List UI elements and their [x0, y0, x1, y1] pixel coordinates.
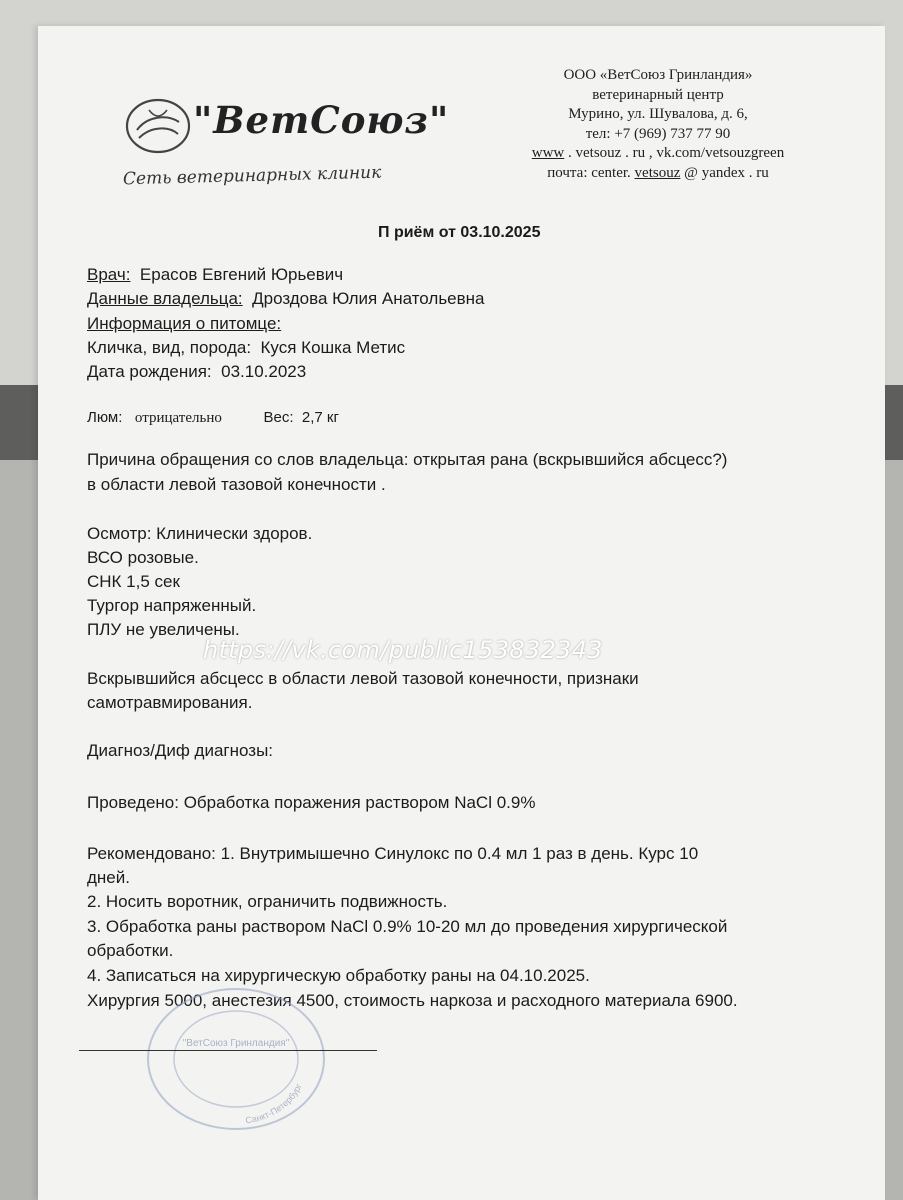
- pet-info-line: [87, 314, 281, 334]
- watermark-link: https://vk.com/public153832343: [203, 636, 603, 664]
- reason-line-2: в области левой тазовой конечности .: [87, 475, 386, 494]
- stamp-center-text: "ВетСоюз Гринландия": [182, 1038, 290, 1049]
- recommended-line-7: Хирургия 5000, анестезия 4500, стоимость наркоза и расходного материала 6900.: [87, 991, 738, 1010]
- doctor-label: Врач:: [87, 265, 131, 284]
- document-page: [38, 26, 885, 1200]
- clinic-web-prefix: www: [531, 145, 565, 161]
- weight-value: 2,7 кг: [301, 409, 339, 426]
- clinic-org: ООО «ВетСоюз Гринландия»: [563, 67, 753, 83]
- diagnosis-line: Диагноз/Диф диагнозы:: [87, 741, 274, 760]
- birth-label: Дата рождения:: [87, 362, 212, 381]
- exam-line-1: Осмотр: Клинически здоров.: [87, 524, 313, 543]
- clinic-mail-user: vetsouz: [634, 164, 681, 181]
- doctor-value: Ерасов Евгений Юрьевич: [139, 265, 344, 284]
- clinic-header: [508, 66, 808, 183]
- clinic-web-rest: . vetsouz . ru , vk.com/vetsouzgreen: [564, 145, 785, 161]
- clinic-web: [508, 144, 808, 164]
- recommended-line-5: обработки.: [87, 941, 174, 960]
- reason-line-1: Причина обращения со слов владельца: открытая рана (вскрывшийся абсцесс?): [87, 450, 728, 469]
- recommended-line-3: 2. Носить воротник, ограничить подвижность.: [87, 892, 448, 911]
- clinic-mail-rest: @ yandex . ru: [680, 164, 769, 181]
- logo-name: "ВетСоюз": [193, 98, 450, 142]
- clinic-logo: [123, 96, 453, 196]
- pet-name-label: Кличка, вид, порода:: [87, 338, 252, 357]
- clinic-stamp-seal: [141, 981, 331, 1131]
- birth-line: [87, 362, 306, 382]
- birth-value: 03.10.2023: [221, 362, 307, 381]
- clinic-address: Мурино, ул. Шувалова, д. 6,: [568, 106, 748, 122]
- pet-name-value: Куся Кошка Метис: [260, 338, 406, 357]
- clinic-mail: [508, 164, 808, 184]
- doctor-line: [87, 265, 343, 285]
- owner-label: Данные владельца:: [87, 289, 243, 308]
- exam-line-3: СНК 1,5 сек: [87, 572, 180, 591]
- logo-emblem-icon: [123, 96, 193, 158]
- finding-line-1: Вскрывшийся абсцесс в области левой тазовой конечности, признаки: [87, 669, 639, 688]
- recommended-line-1: Рекомендовано: 1. Внутримышечно Синулокс по 0.4 мл 1 раз в день. Курс 10: [87, 844, 699, 863]
- owner-line: [87, 289, 485, 309]
- pet-name-line: [87, 338, 405, 358]
- clinic-phone: тел: +7 (969) 737 77 90: [585, 125, 731, 142]
- page-title: П риём от 03.10.2025: [378, 224, 541, 241]
- stamp-ring-text: Санкт-Петербург: [244, 1081, 304, 1126]
- recommended-line-6: 4. Записаться на хирургическую обработку раны на 04.10.2025.: [87, 966, 590, 985]
- exam-line-5: ПЛУ не увеличены.: [87, 620, 240, 639]
- lum-weight-line: [87, 409, 339, 427]
- signature-line: [79, 1050, 377, 1051]
- performed-line: Проведено: Обработка поражения раствором NaCl 0.9%: [87, 793, 536, 812]
- lum-value: отрицательно: [134, 410, 222, 426]
- owner-value: Дроздова Юлия Анатольевна: [252, 289, 485, 308]
- finding-line-2: самотравмирования.: [87, 693, 253, 712]
- weight-label: Вес:: [263, 409, 294, 426]
- exam-line-2: ВСО розовые.: [87, 548, 199, 567]
- recommended-line-4: 3. Обработка раны раствором NaCl 0.9% 10-20 мл до проведения хирургической: [87, 917, 728, 936]
- clinic-type: ветеринарный центр: [592, 86, 724, 103]
- logo-tagline: Сеть ветеринарных клиник: [122, 162, 382, 190]
- clinic-mail-prefix: почта: center.: [547, 164, 635, 181]
- pet-info-label: Информация о питомце:: [87, 314, 282, 333]
- recommended-line-2: дней.: [87, 868, 130, 887]
- lum-label: Люм:: [87, 409, 123, 426]
- exam-line-4: Тургор напряженный.: [87, 596, 257, 615]
